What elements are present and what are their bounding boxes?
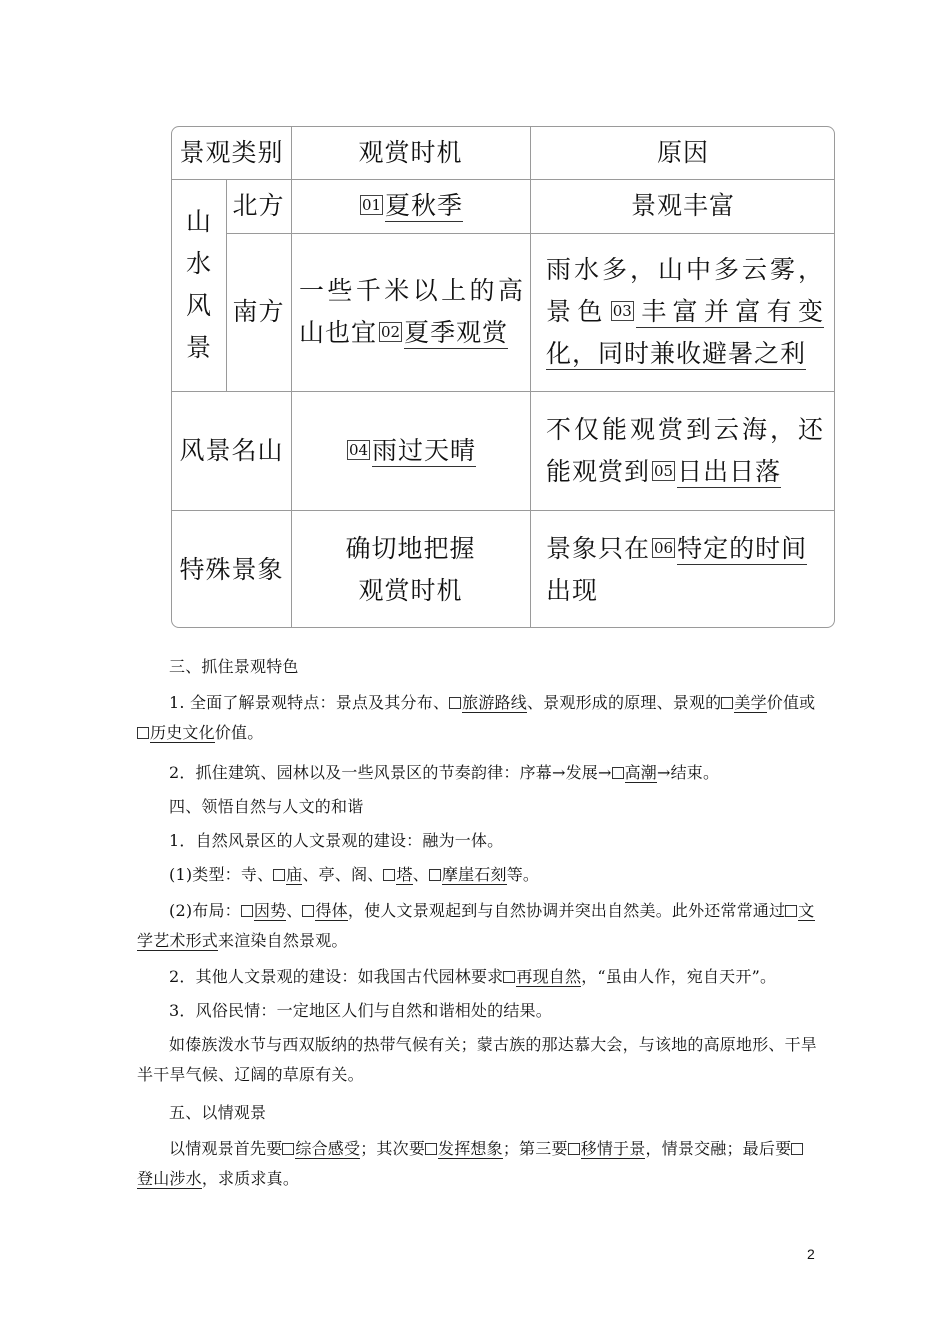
blank-box [503, 971, 515, 983]
section-4-item-1-2 [137, 896, 817, 956]
section-5-item-1 [137, 1134, 817, 1194]
answer-text: 塔 [396, 865, 413, 884]
teshu-timing-line: 确切地把握 [345, 533, 476, 563]
blank-box [449, 697, 461, 709]
answer-number: 05 [654, 461, 674, 480]
text: (1)类型：寺、 [169, 865, 274, 884]
shanshui-char: 山 [185, 207, 212, 236]
header-timing: 观赏时机 [358, 138, 463, 167]
teshu-timing-line: 观赏时机 [358, 575, 463, 605]
south-timing-text: 一些千米以上的高山也宜 [299, 276, 524, 347]
blank-box [282, 1143, 294, 1155]
answer-number: 06 [654, 538, 674, 557]
answer-text: 移情于景 [580, 1139, 646, 1158]
answer-text: 夏秋季 [385, 191, 464, 220]
text: 1. 全面了解景观特点：景点及其分布、 [169, 693, 450, 712]
shanshui-char: 风 [185, 291, 212, 320]
text: 价值或 [766, 693, 816, 712]
text: 等。 [506, 865, 540, 884]
answer-text: 因势 [253, 901, 287, 920]
answer-text: 特定的时间 [677, 533, 808, 563]
answer-text: 文学艺术形式 [137, 901, 815, 950]
teshu-label: 特殊景象 [179, 554, 284, 584]
mingshan-reason [530, 391, 835, 510]
blank-box [241, 905, 253, 917]
text: ；第三要 [502, 1139, 568, 1158]
answer-text: 登山涉水 [137, 1169, 202, 1188]
blank-box [612, 767, 624, 779]
answer-number: 04 [348, 440, 369, 459]
header-category: 景观类别 [179, 138, 284, 167]
north-timing [291, 179, 530, 233]
section-3-title: 三、抓住景观特色 [169, 657, 299, 676]
answer-text: 再现自然 [516, 967, 582, 986]
answer-text: 丰富并富有变化，同时兼收避暑之利 [546, 297, 824, 368]
text: ，求质求真。 [201, 1169, 300, 1188]
shanshui-char: 水 [185, 249, 212, 278]
section-4-item-1-1 [137, 860, 817, 890]
answer-text: 夏季观赏 [404, 318, 509, 347]
text: 、景观形成的原理、景观的 [526, 693, 722, 712]
blank-box [429, 869, 441, 881]
section-5-title: 五、以情观景 [169, 1103, 267, 1122]
answer-text: 雨过天晴 [372, 435, 477, 465]
teshu-reason [530, 510, 835, 628]
mingshan-label: 风景名山 [179, 435, 284, 465]
mingshan-reason-text: 不仅能观赏到云海，还能观赏到 [546, 414, 824, 486]
region-north: 北方 [232, 191, 285, 220]
answer-text: 高潮 [624, 763, 657, 782]
blank-box [785, 905, 797, 917]
shanshui-char: 景 [185, 333, 212, 362]
text: 、 [412, 865, 429, 884]
text: ，情景交融；最后要 [645, 1139, 792, 1158]
answer-text: 历史文化 [150, 723, 215, 742]
shanshui-label [172, 179, 226, 391]
section-4-item-2 [137, 962, 817, 992]
text: ，使人文景观起到与自然协调并突出自然美。此外还常常通过 [347, 901, 786, 920]
answer-number: 02 [381, 323, 401, 341]
answer-text: 发挥想象 [438, 1139, 503, 1158]
blank-box [137, 727, 149, 739]
text: 来渲染自然景观。 [218, 931, 348, 950]
answer-text: 日出日落 [677, 456, 782, 486]
blank-box [383, 869, 395, 881]
text: 、亭、阁、 [302, 865, 384, 884]
answer-number: 01 [361, 196, 382, 214]
answer-text: 美学 [734, 693, 767, 712]
blank-box [721, 697, 733, 709]
blank-box [425, 1143, 437, 1155]
answer-text: 得体 [315, 901, 348, 920]
blank-box [568, 1143, 580, 1155]
scenery-table [171, 126, 835, 628]
section-4-title: 四、领悟自然与人文的和谐 [169, 797, 364, 816]
region-south: 南方 [232, 297, 285, 326]
section-4-item-1: 1．自然风景区的人文景观的建设：融为一体。 [169, 831, 504, 850]
text: ，“虽由人作，宛自天开”。 [581, 967, 777, 986]
text: →结束。 [657, 763, 720, 782]
text: ；其次要 [360, 1139, 426, 1158]
text: 2．其他人文景观的建设：如我国古代园林要求 [169, 967, 504, 986]
teshu-reason-text: 景象只在 [546, 533, 651, 563]
answer-text: 庙 [286, 865, 303, 884]
blank-box [791, 1143, 803, 1155]
text: 2．抓住建筑、园林以及一些风景区的节奏韵律：序幕→发展→ [169, 763, 612, 782]
mingshan-timing [291, 391, 530, 510]
blank-box [273, 869, 285, 881]
text: (2)布局： [169, 901, 241, 920]
section-4-example: 如傣族泼水节与西双版纳的热带气候有关；蒙古族的那达慕大会，与该地的高原地形、干旱半干旱气候、辽阔的草原有关。 [137, 1035, 818, 1084]
header-reason: 原因 [656, 138, 709, 167]
south-timing [291, 233, 530, 391]
answer-text: 旅游路线 [462, 693, 527, 712]
section-3-item-2 [137, 758, 817, 788]
answer-text: 摩崖石刻 [441, 865, 507, 884]
blank-box [302, 905, 314, 917]
teshu-reason-text: 出现 [546, 575, 599, 605]
section-4-item-3: 3．风俗民情：一定地区人们与自然和谐相处的结果。 [169, 1001, 552, 1020]
north-reason: 景观丰富 [630, 191, 735, 220]
south-reason [530, 233, 835, 391]
south-reason-text: 雨水多，山中多云雾，景色 [546, 255, 824, 326]
page-number: 2 [807, 1246, 815, 1262]
teshu-timing [291, 510, 530, 628]
answer-text: 综合感受 [295, 1139, 361, 1158]
text: 价值。 [214, 723, 264, 742]
answer-number: 03 [612, 302, 632, 320]
text: 、 [286, 901, 303, 920]
text: 以情观景首先要 [169, 1139, 283, 1158]
section-3-item-1 [137, 688, 817, 748]
